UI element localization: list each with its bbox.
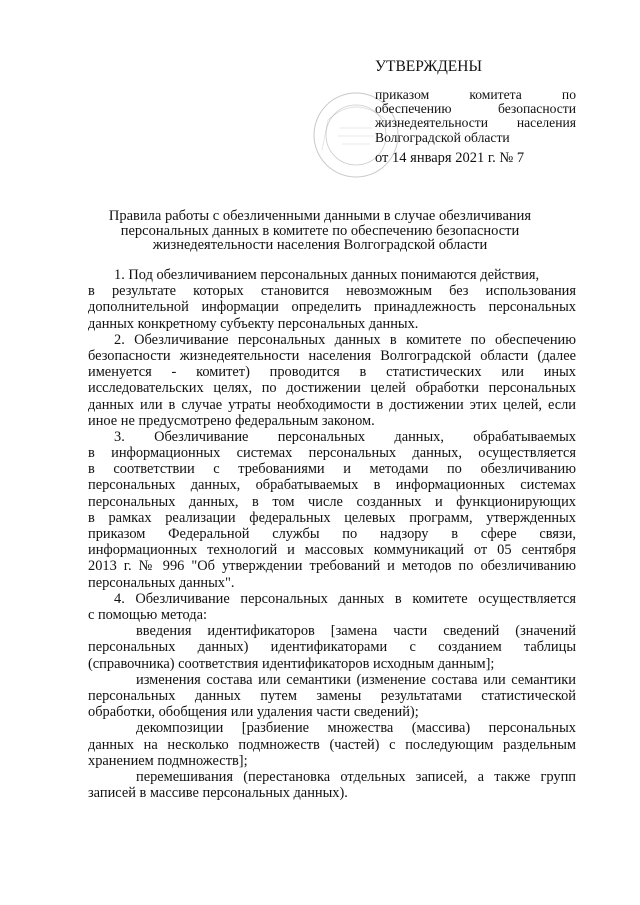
body-line: 2. Обезличивание персональных данных в комитете по обеспечению (114, 331, 576, 348)
body-line: 2013 г. № 996 "Об утверждении требований и методов по обезличиванию (88, 558, 576, 575)
body-line: персональных данных, обрабатываемых в информационных системах (88, 477, 576, 494)
body-line: хранением подмножеств]; (88, 752, 248, 769)
approval-line: жизнедеятельности населения (375, 115, 576, 131)
body-line: дополнительной информации определить принадлежность персональных (88, 299, 576, 316)
body-line: перемешивания (перестановка отдельных записей, а также групп (136, 768, 576, 785)
approval-line: приказом комитета по (375, 87, 576, 102)
body-line: в соответствии с требованиями и методами по обезличиванию (88, 461, 576, 478)
document-title (80, 209, 560, 253)
body-line: (справочника) соответствия идентификаторов исходным данным]; (88, 655, 495, 672)
body-line: декомпозиции [разбиение множества (массива) персональных (136, 720, 576, 737)
body-line: приказом Федеральной службы по надзору в сфере связи, (88, 526, 576, 543)
body-line: введения идентификаторов [замена части сведений (значений (136, 623, 576, 640)
body-line: обработки, обобщения или удаления части сведений); (88, 704, 419, 721)
title-line: Правила работы с обезличенными данными в случае обезличивания (108, 208, 532, 224)
body-line: исследовательских целях, по достижении целей обработки персональных (88, 380, 576, 397)
body-line: в рамках реализации федеральных целевых программ, утвержденных (88, 509, 576, 526)
body-line: в информационных системах персональных данных, осуществляется (88, 445, 576, 462)
approval-block (375, 88, 576, 145)
body-line: данных или в случае утраты необходимости в достижении этих целей, если (88, 396, 576, 413)
approval-date: от 14 января 2021 г. № 7 (375, 150, 525, 166)
body-line: персональных данных) идентификаторами с созданием таблицы (88, 639, 576, 656)
body-line: с помощью метода: (88, 607, 207, 623)
body-line: персональных данных путем замены результатами статистической (88, 687, 576, 704)
body-line: записей в массиве персональных данных). (88, 785, 348, 802)
body-line: иное не предусмотрено федеральным законом. (88, 412, 375, 429)
body-line: данных конкретному субъекту персональных данных. (88, 315, 419, 332)
body-line: 1. Под обезличиванием персональных данных понимаются действия, (114, 267, 540, 283)
title-line: жизнедеятельности населения Волгоградской области (152, 237, 488, 254)
document-body (88, 267, 576, 801)
body-line: данных на несколько подмножеств (частей) с последующим раздельным (88, 736, 576, 753)
body-line: информационных технологий и массовых коммуникаций от 05 сентября (88, 542, 576, 559)
body-line: изменения состава или семантики (изменение состава или семантики (136, 671, 576, 688)
body-line: именуется - комитет) проводится в статистических или иных (88, 364, 576, 381)
body-line: безопасности жизнедеятельности населения Волгоградской области (далее (88, 347, 576, 364)
body-line: 4. Обезличивание персональных данных в комитете осуществляется (114, 590, 576, 607)
body-line: 3. Обезличивание персональных данных, обрабатываемых (114, 428, 576, 445)
body-line: персональных данных". (88, 574, 235, 591)
title-line: персональных данных в комитете по обеспечению безопасности (120, 222, 520, 239)
body-line: в результате которых становится невозможным без использования (88, 283, 576, 300)
body-line: персональных данных, в том числе созданных и функционирующих (88, 493, 576, 510)
approval-heading: УТВЕРЖДЕНЫ (375, 58, 482, 75)
approval-line: обеспечению безопасности (375, 101, 576, 117)
approval-line: Волгоградской области (375, 129, 510, 145)
